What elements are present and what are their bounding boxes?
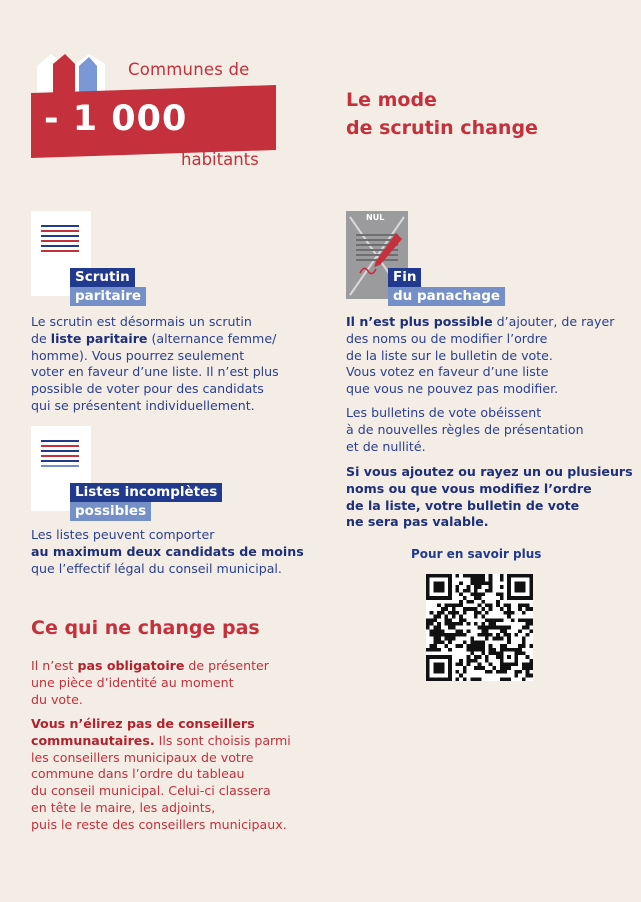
panachage-text-2: Les bulletins de vote obéissent à de nouvelles règles de présentation et de nullité.	[346, 405, 584, 454]
nul-label: NUL	[366, 213, 385, 222]
logo-line1: Communes de	[128, 60, 250, 79]
tag-paritaire: paritaire	[70, 287, 146, 306]
logo-number: - 1 000	[44, 99, 188, 139]
tag-scrutin: Scrutin	[70, 268, 135, 287]
section-title-unchanged: Ce qui ne change pas	[31, 617, 260, 639]
page-title: Le mode de scrutin change	[346, 89, 538, 139]
unchanged-text-1: Il n’est pas obligatoire de présenter une pièce d’identité au moment du vote.	[31, 658, 269, 707]
panachage-text-1: Il n’est plus possible d’ajouter, de rayer des noms ou de modifier l’ordre de la liste sur le bulletin de vote. Vous votez en faveur d’une liste que vous ne pouvez pas modifier.	[346, 314, 615, 397]
incompletes-text: Les listes peuvent comporter au maximum deux candidats de moins que l’effectif légal du conseil municipal.	[31, 527, 304, 576]
panachage-warning: Si vous ajoutez ou rayez un ou plusieurs noms ou que vous modifiez l’ordre de la liste, votre bulletin de vote ne sera pas valable.	[346, 464, 633, 530]
tag-du-panachage: du panachage	[388, 287, 505, 306]
logo-line3: habitants	[181, 150, 259, 169]
tag-fin: Fin	[388, 268, 421, 287]
tag-listes-incompletes: Listes incomplètes	[70, 483, 222, 502]
more-info-label: Pour en savoir plus	[411, 547, 542, 561]
paritaire-text: Le scrutin est désormais un scrutin de liste paritaire (alternance femme/ homme). Vous pourrez seulement voter en faveur d’une liste. Il n’est plus possible de voter pour des candidats qui se présentent individuellement.	[31, 314, 279, 413]
tag-possibles: possibles	[70, 502, 151, 521]
unchanged-text-2: Vous n’élirez pas de conseillers communautaires. Ils sont choisis parmi les conseillers municipaux de votre commune dans l’ordre du tableau du conseil municipal. Celui-ci classera en tête le maire, les adjoints, puis le reste des conseillers municipaux.	[31, 716, 291, 832]
qr-code-icon[interactable]	[426, 574, 533, 681]
